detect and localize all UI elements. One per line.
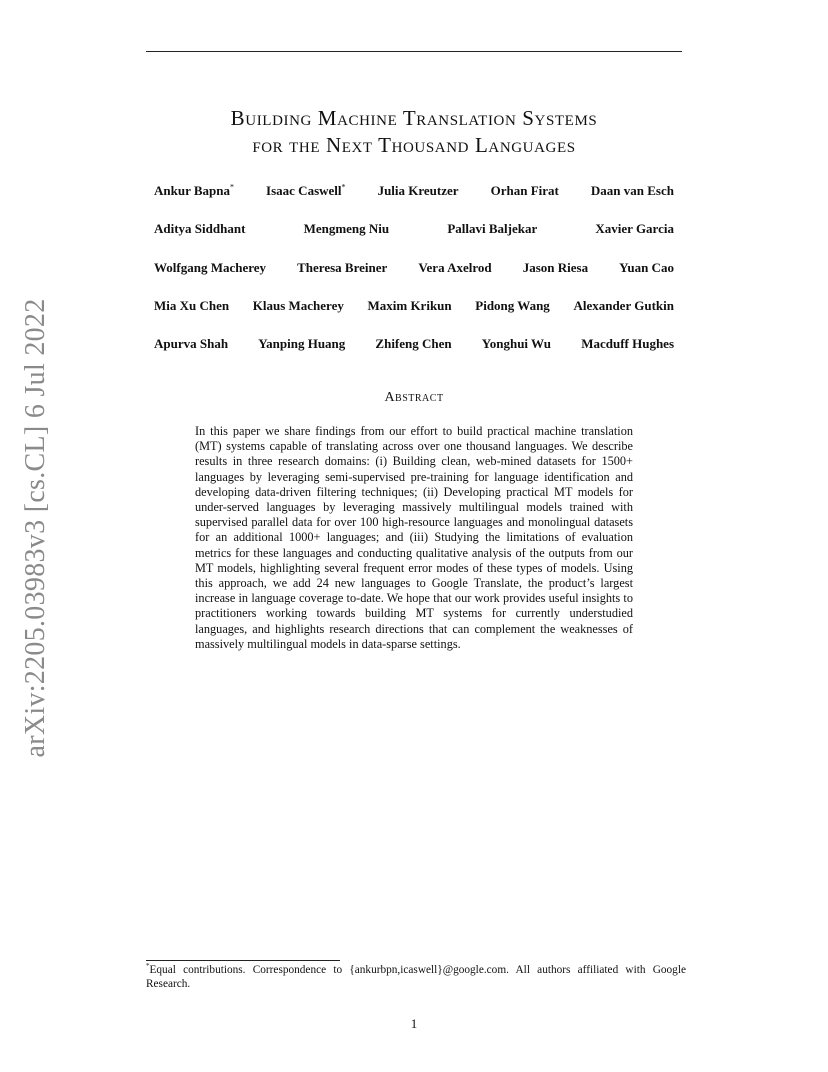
- author-name-text: Aditya Siddhant: [154, 221, 246, 236]
- author-name: [154, 336, 228, 356]
- author-name-text: Daan van Esch: [590, 183, 674, 198]
- author-name: [375, 336, 451, 356]
- author-name: [297, 260, 387, 280]
- author-name-text: Alexander Gutkin: [573, 298, 674, 313]
- footnote-text: Equal contributions. Correspondence to {ankurbpn,icaswell}@google.com. All authors affiliated with Google Research.: [146, 964, 686, 990]
- abstract-heading: Abstract: [384, 390, 444, 405]
- author-name: [266, 183, 345, 203]
- author-name-text: Maxim Krikun: [367, 298, 452, 313]
- author-name-text: Yonghui Wu: [481, 336, 552, 351]
- author-name-text: Ankur Bapna: [154, 183, 230, 198]
- author-name-text: Wolfgang Macherey: [154, 260, 267, 275]
- author-name: [619, 260, 674, 280]
- footnote: [146, 963, 686, 991]
- arxiv-identifier: arXiv:2205.03983v3 [cs.CL] 6 Jul 2022: [20, 298, 51, 758]
- author-name: [573, 298, 674, 318]
- abstract-text: In this paper we share findings from our effort to build practical machine translation (MT) systems capable of translating across over one thousand languages. We describe results in three research domains: (i) Building clean, web-mined datasets for 1500+ languages by leveraging semi-supervised pre-training for language identification and developing data-driven filtering techniques; (ii) Developing practical MT models for under-served languages by leveraging massively multilingual models trained with supervised parallel data for over 100 high-resource languages and monolingual datasets for an additional 1000+ languages; and (iii) Studying the limitations of evaluation metrics for these languages and conducting qualitative analysis of the outputs from our MT models, highlighting several frequent error modes of these types of models. Using this approach, we add 24 new languages to Google Translate, the product’s largest increase in language coverage to-date. We hope that our work provides useful insights to practitioners working towards building MT systems for currently understudied languages, and highlights research directions that can complement the weaknesses of massively multilingual models in data-sparse settings.: [195, 424, 633, 651]
- author-name: [475, 298, 550, 318]
- author-name: [581, 336, 674, 356]
- author-name-text: Yanping Huang: [258, 336, 346, 351]
- author-name: [154, 260, 266, 280]
- author-name: [482, 336, 551, 356]
- footnote-rule: [146, 960, 340, 961]
- author-name: [367, 298, 451, 318]
- author-name: [447, 221, 537, 241]
- author-name: [595, 221, 674, 241]
- page-number: 1: [410, 1016, 418, 1031]
- author-name: [154, 221, 245, 241]
- author-name-text: Isaac Caswell: [266, 183, 342, 198]
- header-rule: [146, 51, 682, 52]
- author-row: [146, 221, 682, 241]
- author-name-text: Mia Xu Chen: [154, 298, 230, 313]
- author-name-text: Yuan Cao: [619, 260, 674, 275]
- author-row: [146, 298, 682, 318]
- author-name: [523, 260, 588, 280]
- author-name-text: Orhan Firat: [490, 183, 559, 198]
- author-name: [418, 260, 491, 280]
- equal-contribution-marker: *: [341, 182, 346, 192]
- author-name: [591, 183, 674, 203]
- author-name: [491, 183, 559, 203]
- footnote-marker: *: [146, 962, 150, 971]
- author-name-text: Zhifeng Chen: [375, 336, 452, 351]
- author-name-text: Vera Axelrod: [418, 260, 492, 275]
- author-name-text: Pallavi Baljekar: [447, 221, 538, 236]
- equal-contribution-marker: *: [230, 182, 234, 192]
- author-name: [154, 183, 234, 203]
- author-name-text: Pidong Wang: [475, 298, 550, 313]
- author-name: [258, 336, 345, 356]
- author-name-text: Jason Riesa: [522, 260, 589, 275]
- author-row: [146, 260, 682, 280]
- author-name: [378, 183, 459, 203]
- author-name-text: Theresa Breiner: [297, 260, 388, 275]
- author-name-text: Xavier Garcia: [595, 221, 674, 236]
- author-name-text: Mengmeng Niu: [303, 221, 390, 236]
- author-name-text: Klaus Macherey: [252, 298, 344, 313]
- paper-title-line-1: Building Machine Translation Systems: [230, 106, 598, 130]
- author-name-text: Macduff Hughes: [581, 336, 674, 351]
- author-name: [304, 221, 390, 241]
- author-name-text: Julia Kreutzer: [377, 183, 459, 198]
- author-name: [253, 298, 344, 318]
- paper-title-line-2: for the Next Thousand Languages: [252, 133, 576, 157]
- author-row: [146, 183, 682, 203]
- author-name-text: Apurva Shah: [154, 336, 229, 351]
- author-name: [154, 298, 229, 318]
- author-row: [146, 336, 682, 356]
